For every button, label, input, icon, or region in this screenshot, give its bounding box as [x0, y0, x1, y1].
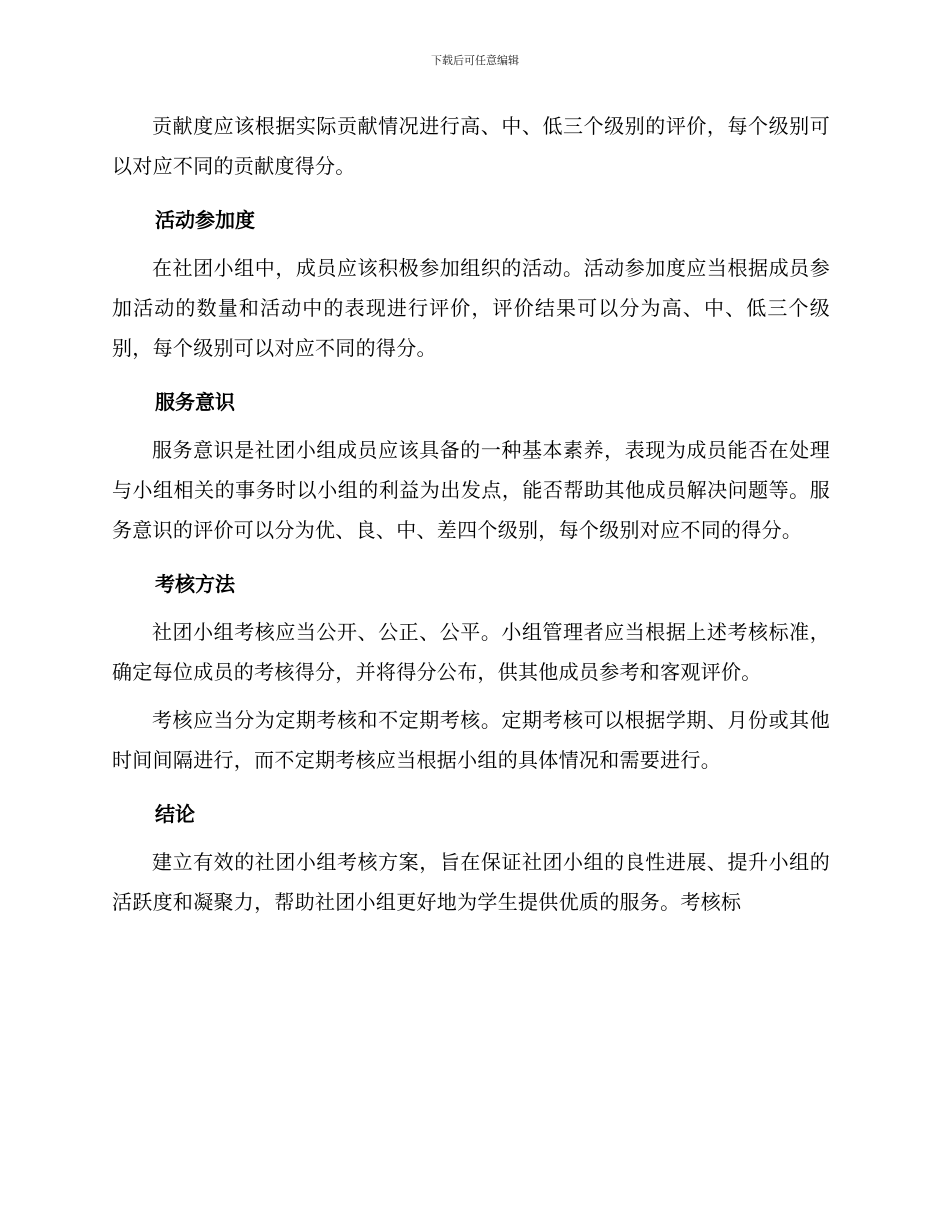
paragraph-conclusion: 建立有效的社团小组考核方案，旨在保证社团小组的良性进展、提升小组的活跃度和凝聚力，帮助社团小组更好地为学生提供优质的服务。考核标 — [112, 850, 830, 914]
document-body — [112, 106, 830, 922]
section-heading-conclusion: 结论 — [155, 802, 195, 826]
page-header-note: 下载后可任意编辑 — [431, 54, 519, 67]
section-heading-service: 服务意识 — [155, 390, 235, 414]
paragraph-method-2: 考核应当分为定期考核和不定期考核。定期考核可以根据学期、月份或其他时间间隔进行，而不定期考核应当根据小组的具体情况和需要进行。 — [112, 708, 830, 772]
section-heading-activity: 活动参加度 — [155, 208, 255, 232]
paragraph-activity: 在社团小组中，成员应该积极参加组织的活动。活动参加度应当根据成员参加活动的数量和活动中的表现进行评价，评价结果可以分为高、中、低三个级别，每个级别可以对应不同的得分。 — [112, 256, 830, 360]
paragraph-service: 服务意识是社团小组成员应该具备的一种基本素养，表现为成员能否在处理与小组相关的事务时以小组的利益为出发点，能否帮助其他成员解决问题等。服务意识的评价可以分为优、良、中、差四个级别，每个级别对应不同的得分。 — [112, 438, 830, 542]
section-heading-method: 考核方法 — [155, 572, 235, 596]
paragraph-contribution: 贡献度应该根据实际贡献情况进行高、中、低三个级别的评价，每个级别可以对应不同的贡献度得分。 — [112, 114, 830, 178]
paragraph-method-1: 社团小组考核应当公开、公正、公平。小组管理者应当根据上述考核标准，确定每位成员的考核得分，并将得分公布，供其他成员参考和客观评价。 — [112, 620, 830, 684]
